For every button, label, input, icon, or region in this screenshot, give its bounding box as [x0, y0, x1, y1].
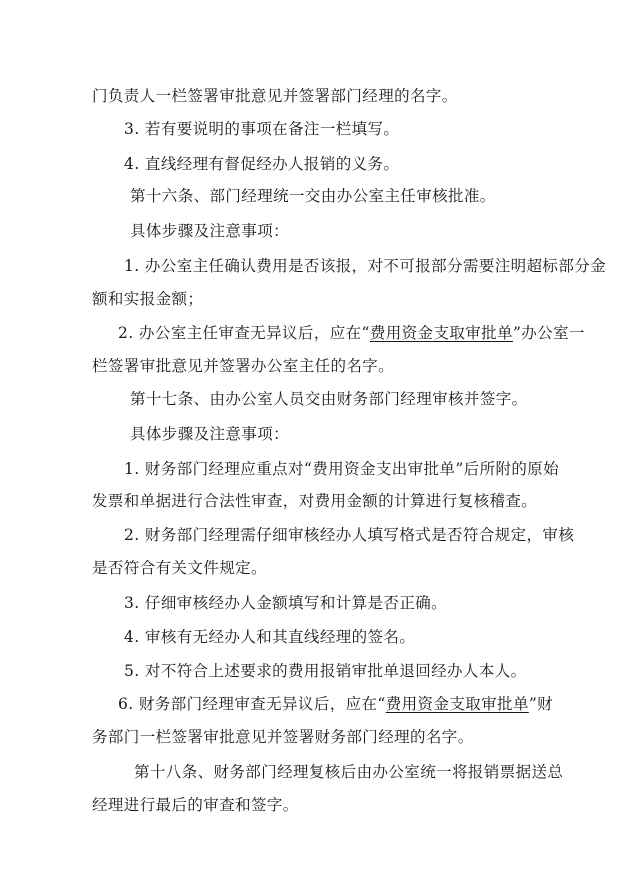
list-item-3: 3. 仔细审核经办人金额填写和计算是否正确。 [124, 594, 448, 612]
list-item-4: 4. 审核有无经办人和其直线经理的签名。 [124, 628, 416, 646]
text-line: 门负责人一栏签署审批意见并签署部门经理的名字。 [92, 87, 458, 105]
article-16-heading: 第十六条、部门经理统一交由办公室主任审核批准。 [130, 187, 496, 205]
text-line: 经理进行最后的审查和签字。 [92, 796, 299, 814]
list-item-1: 1. 财务部门经理应重点对“费用资金支出审批单”后所附的原始 [124, 460, 560, 478]
text-segment: ”办公室一 [512, 324, 585, 342]
list-item-3: 3. 若有要说明的事项在备注一栏填写。 [124, 120, 400, 138]
article-18-heading: 第十八条、财务部门经理复核后由办公室统一将报销票据送总 [134, 763, 564, 781]
list-item-5: 5. 对不符合上述要求的费用报销审批单退回经办人本人。 [124, 662, 527, 680]
text-line: 发票和单据进行合法性审查，对费用金额的计算进行复核稽查。 [92, 492, 538, 510]
list-item-6 [118, 694, 553, 714]
list-item-2: 2. 财务部门经理需仔细审核经办人填写格式是否符合规定，审核 [124, 526, 575, 544]
text-segment: 6. 财务部门经理审查无异议后，应在“ [118, 695, 386, 713]
text-segment: 2. 办公室主任审查无异议后，应在“ [118, 324, 370, 342]
text-line: 栏签署审批意见并签署办公室主任的名字。 [92, 357, 395, 375]
steps-heading: 具体步骤及注意事项： [130, 425, 290, 443]
list-item-4: 4. 直线经理有督促经办人报销的义务。 [124, 155, 400, 173]
list-item-2 [118, 323, 585, 343]
list-item-1: 1. 办公室主任确认费用是否该报，对不可报部分需要注明超标部分金 [124, 257, 607, 275]
steps-heading: 具体步骤及注意事项： [130, 222, 290, 240]
text-line: 是否符合有关文件规定。 [92, 559, 267, 577]
text-segment: ”财 [528, 695, 554, 713]
text-line: 额和实报金额； [92, 290, 204, 308]
article-17-heading: 第十七条、由办公室人员交由财务部门经理审核并签字。 [130, 390, 528, 408]
text-line: 务部门一栏签署审批意见并签署财务部门经理的名字。 [92, 728, 474, 746]
form-name-underlined: 费用资金支取审批单 [385, 695, 529, 713]
form-name-underlined: 费用资金支取审批单 [369, 324, 513, 342]
